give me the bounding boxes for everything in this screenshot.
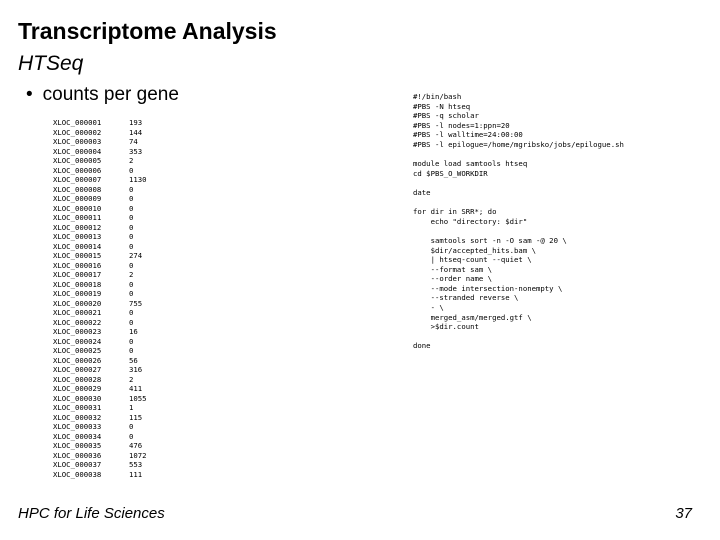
gene-id: XLOC_000022: [53, 317, 102, 327]
table-row: [53, 289, 147, 299]
gene-count: 0: [129, 308, 134, 317]
table-row: [53, 308, 147, 318]
table-row: [53, 394, 147, 404]
code-line: >$dir.count: [413, 322, 479, 332]
table-row: [53, 270, 147, 280]
gene-id: XLOC_000013: [53, 232, 102, 241]
gene-count: 0: [129, 422, 134, 431]
gene-count: 0: [129, 184, 134, 194]
table-row: [53, 147, 147, 157]
gene-id: XLOC_000029: [53, 384, 102, 393]
table-row: [53, 223, 147, 233]
slide-subtitle: HTSeq: [18, 52, 84, 75]
gene-id: XLOC_000004: [53, 146, 102, 156]
gene-id: XLOC_000021: [53, 308, 102, 317]
code-line: [413, 178, 624, 188]
table-row: [53, 232, 147, 242]
code-line: module load samtools htseq: [413, 159, 528, 169]
table-row: [53, 213, 147, 223]
gene-id: XLOC_000024: [53, 336, 102, 346]
gene-id: XLOC_000023: [53, 327, 102, 336]
table-row: [53, 242, 147, 252]
code-line: | htseq-count --quiet \: [413, 255, 532, 265]
code-line: --stranded reverse \: [413, 293, 519, 303]
gene-count: 74: [129, 137, 138, 146]
gene-id: XLOC_000010: [53, 203, 102, 213]
gene-count: 0: [129, 222, 134, 232]
code-line: cd $PBS_O_WORKDIR: [413, 168, 488, 178]
code-line: done: [413, 341, 431, 351]
code-line: $dir/accepted_hits.bam \: [413, 245, 537, 255]
gene-id: XLOC_000016: [53, 260, 102, 270]
gene-count: 0: [129, 279, 134, 289]
bullet-icon: •: [26, 84, 33, 105]
table-row: [53, 137, 147, 147]
gene-count: 1130: [129, 175, 147, 184]
table-row: [53, 156, 147, 166]
gene-id: XLOC_000028: [53, 374, 102, 384]
gene-count: 553: [129, 460, 143, 469]
code-line: #PBS -q scholar: [413, 111, 479, 121]
table-row: [53, 128, 147, 138]
table-row: [53, 204, 147, 214]
gene-count: 56: [129, 355, 138, 365]
gene-id: XLOC_000018: [53, 279, 102, 289]
table-row: [53, 166, 147, 176]
table-row: [53, 261, 147, 271]
bullet-text: counts per gene: [42, 84, 179, 105]
gene-id: XLOC_000034: [53, 431, 102, 441]
code-line: for dir in SRR*; do: [413, 207, 497, 217]
gene-id: XLOC_000006: [53, 165, 102, 175]
slide-title: Transcriptome Analysis: [18, 18, 277, 44]
table-row: [53, 422, 147, 432]
gene-id: XLOC_000027: [53, 365, 102, 374]
gene-count: 0: [129, 431, 134, 441]
gene-count: 0: [129, 260, 134, 270]
code-line: --order name \: [413, 274, 493, 284]
gene-count: 316: [129, 365, 143, 374]
code-line: [413, 332, 624, 342]
code-line: [413, 198, 624, 208]
code-line: #PBS -l nodes=1:ppn=20: [413, 120, 510, 130]
gene-count: 755: [129, 298, 143, 308]
gene-count: 115: [129, 412, 143, 422]
table-row: [53, 384, 147, 394]
table-row: [53, 375, 147, 385]
code-line: #!/bin/bash: [413, 92, 462, 101]
gene-id: XLOC_000019: [53, 289, 102, 298]
gene-count: 0: [129, 336, 134, 346]
gene-id: XLOC_000038: [53, 469, 102, 479]
table-row: [53, 470, 147, 480]
bullet-item: [26, 82, 179, 108]
gene-id: XLOC_000033: [53, 422, 102, 431]
gene-count: 111: [129, 469, 143, 479]
table-row: [53, 327, 147, 337]
gene-id: XLOC_000008: [53, 184, 102, 194]
table-row: [53, 441, 147, 451]
gene-id: XLOC_000020: [53, 298, 102, 308]
gene-count: 2: [129, 156, 134, 165]
gene-count: 1055: [129, 393, 147, 403]
gene-count: 274: [129, 251, 143, 260]
table-row: [53, 365, 147, 375]
gene-count: 0: [129, 346, 134, 355]
code-line: --format sam \: [413, 264, 493, 274]
gene-id: XLOC_000015: [53, 251, 102, 260]
code-line: [413, 150, 624, 160]
gene-id: XLOC_000014: [53, 241, 102, 251]
gene-count: 0: [129, 289, 134, 298]
table-row: [53, 451, 147, 461]
table-row: [53, 175, 147, 185]
table-row: [53, 403, 147, 413]
gene-count: 193: [129, 118, 143, 127]
footer-text: HPC for Life Sciences: [18, 505, 165, 522]
code-line: echo "directory: $dir": [413, 216, 528, 226]
table-row: [53, 118, 147, 128]
gene-count: 0: [129, 317, 134, 327]
table-row: [53, 337, 147, 347]
gene-count: 0: [129, 241, 134, 251]
gene-count: 0: [129, 194, 134, 203]
gene-id: XLOC_000003: [53, 137, 102, 146]
table-row: [53, 185, 147, 195]
gene-count: 2: [129, 270, 134, 279]
gene-id: XLOC_000001: [53, 118, 102, 127]
gene-id: XLOC_000011: [53, 213, 102, 222]
table-row: [53, 346, 147, 356]
gene-count: 0: [129, 213, 134, 222]
code-line: samtools sort -n -O sam -@ 20 \: [413, 235, 567, 245]
gene-count: 1: [129, 403, 134, 412]
code-line: #PBS -N htseq: [413, 101, 471, 111]
gene-id: XLOC_000032: [53, 412, 102, 422]
page-number: 37: [675, 505, 692, 522]
table-row: [53, 194, 147, 204]
table-row: [53, 251, 147, 261]
table-row: [53, 432, 147, 442]
gene-id: XLOC_000026: [53, 355, 102, 365]
code-line: #PBS -l walltime=24:00:00: [413, 130, 523, 140]
gene-count: 353: [129, 146, 143, 156]
table-row: [53, 280, 147, 290]
gene-count: 0: [129, 203, 134, 213]
gene-id: XLOC_000017: [53, 270, 102, 279]
gene-counts-table: [53, 118, 147, 479]
code-line: #PBS -l epilogue=/home/mgribsko/jobs/epilogue.sh: [413, 139, 624, 149]
gene-id: XLOC_000035: [53, 441, 102, 450]
gene-count: 476: [129, 441, 143, 450]
gene-count: 144: [129, 127, 143, 137]
code-line: merged_asm/merged.gtf \: [413, 312, 532, 322]
gene-id: XLOC_000036: [53, 450, 102, 460]
gene-count: 1072: [129, 450, 147, 460]
table-row: [53, 460, 147, 470]
code-line: [413, 226, 624, 236]
table-row: [53, 299, 147, 309]
gene-id: XLOC_000005: [53, 156, 102, 165]
gene-id: XLOC_000009: [53, 194, 102, 203]
table-row: [53, 356, 147, 366]
gene-id: XLOC_000030: [53, 393, 102, 403]
gene-id: XLOC_000025: [53, 346, 102, 355]
pbs-script-code: [413, 92, 624, 351]
gene-id: XLOC_000037: [53, 460, 102, 469]
gene-id: XLOC_000012: [53, 222, 102, 232]
gene-count: 411: [129, 384, 143, 393]
gene-count: 0: [129, 232, 134, 241]
code-line: - \: [413, 303, 444, 313]
gene-id: XLOC_000031: [53, 403, 102, 412]
gene-count: 2: [129, 374, 134, 384]
table-row: [53, 413, 147, 423]
gene-count: 16: [129, 327, 138, 336]
gene-count: 0: [129, 165, 134, 175]
table-row: [53, 318, 147, 328]
gene-id: XLOC_000007: [53, 175, 102, 184]
code-line: date: [413, 187, 431, 197]
code-line: --mode intersection-nonempty \: [413, 283, 563, 293]
gene-id: XLOC_000002: [53, 127, 102, 137]
